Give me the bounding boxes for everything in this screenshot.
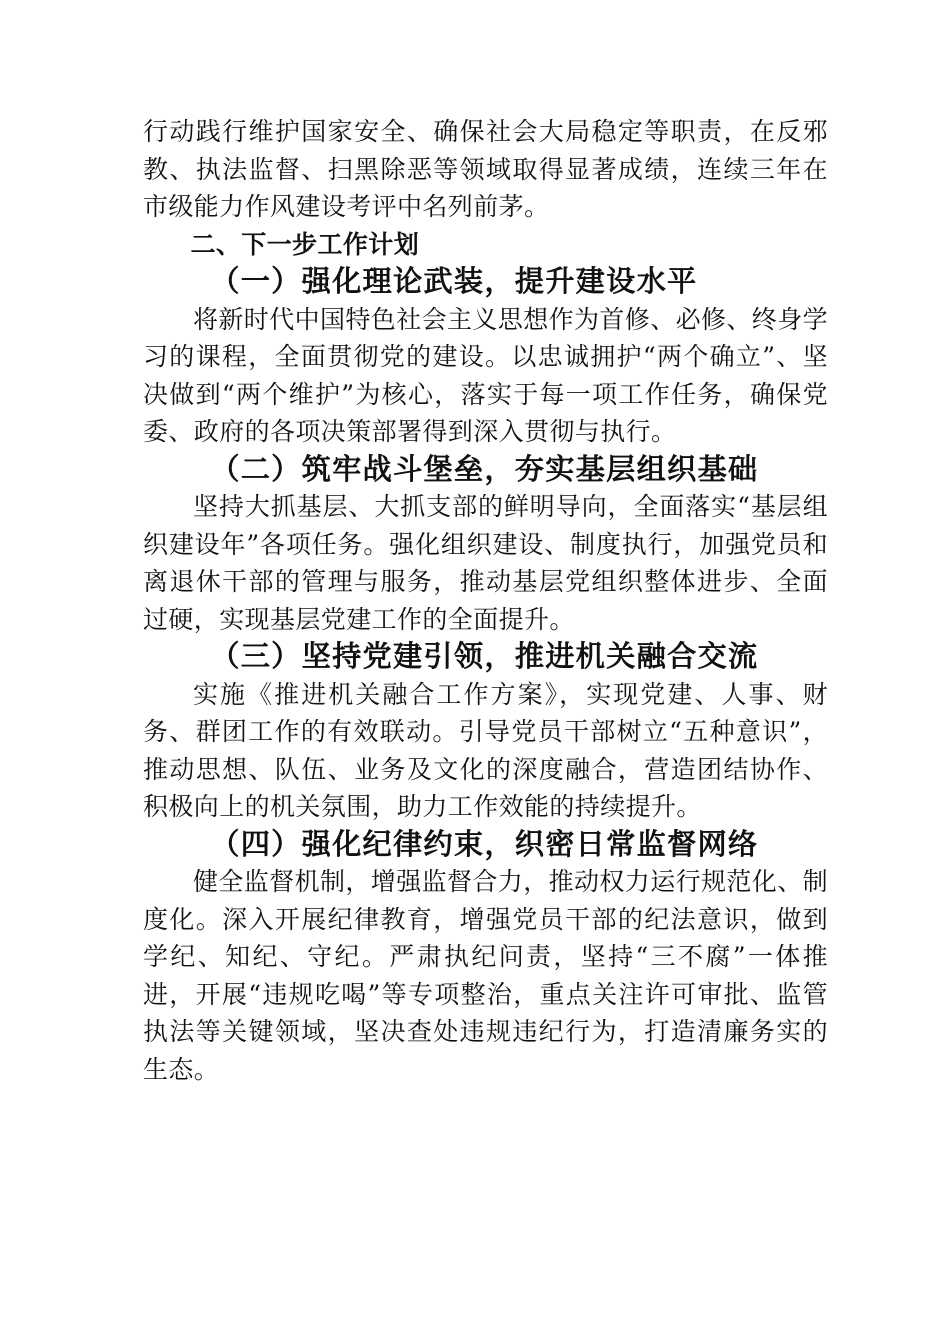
- subsection-body-3: 实施《推进机关融合工作方案》，实现党建、人事、财务、群团工作的有效联动。引导党员干部树立“五种意识”，推动思想、队伍、业务及文化的深度融合，营造团结协作、积极向上的机关氛围，助力工作效能的持续提升。: [143, 679, 828, 821]
- subsection-title-4: （四）强化纪律约束，织密日常监督网络: [210, 826, 759, 861]
- section-title: 二、下一步工作计划: [190, 229, 420, 259]
- subsection-body-4: 健全监督机制，增强监督合力，推动权力运行规范化、制度化。深入开展纪律教育，增强党员干部的纪法意识，做到学纪、知纪、守纪。严肃执纪问责，坚持“三不腐”一体推进，开展“违规吃喝”等专项整治，重点关注许可审批、监管执法等关键领域，坚决查处违规违纪行为，打造清廉务实的生态。: [143, 867, 829, 1084]
- subsection-body-1: 将新时代中国特色社会主义思想作为首修、必修、终身学习的课程，全面贯彻党的建设。以忠诚拥护“两个确立”、坚决做到“两个维护”为核心，落实于每一项工作任务，确保党委、政府的各项决策部署得到深入贯彻与执行。: [143, 304, 829, 446]
- subsection-body-2: 坚持大抓基层、大抓支部的鲜明导向，全面落实“基层组织建设年”各项任务。强化组织建设、制度执行，加强党员和离退休干部的管理与服务，推动基层党组织整体进步、全面过硬，实现基层党建工作的全面提升。: [143, 492, 828, 634]
- document-body: [143, 113, 828, 1088]
- subsection-title-1: （一）强化理论武装，提升建设水平: [210, 264, 698, 298]
- intro-paragraph: 行动践行维护国家安全、确保社会大局稳定等职责，在反邪教、执法监督、扫黑除恶等领域取得显著成绩，连续三年在市级能力作风建设考评中名列前茅。: [143, 117, 828, 221]
- subsection-title-3: （三）坚持党建引领，推进机关融合交流: [210, 639, 759, 673]
- subsection-title-2: （二）筑牢战斗堡垒，夯实基层组织基础: [210, 451, 759, 486]
